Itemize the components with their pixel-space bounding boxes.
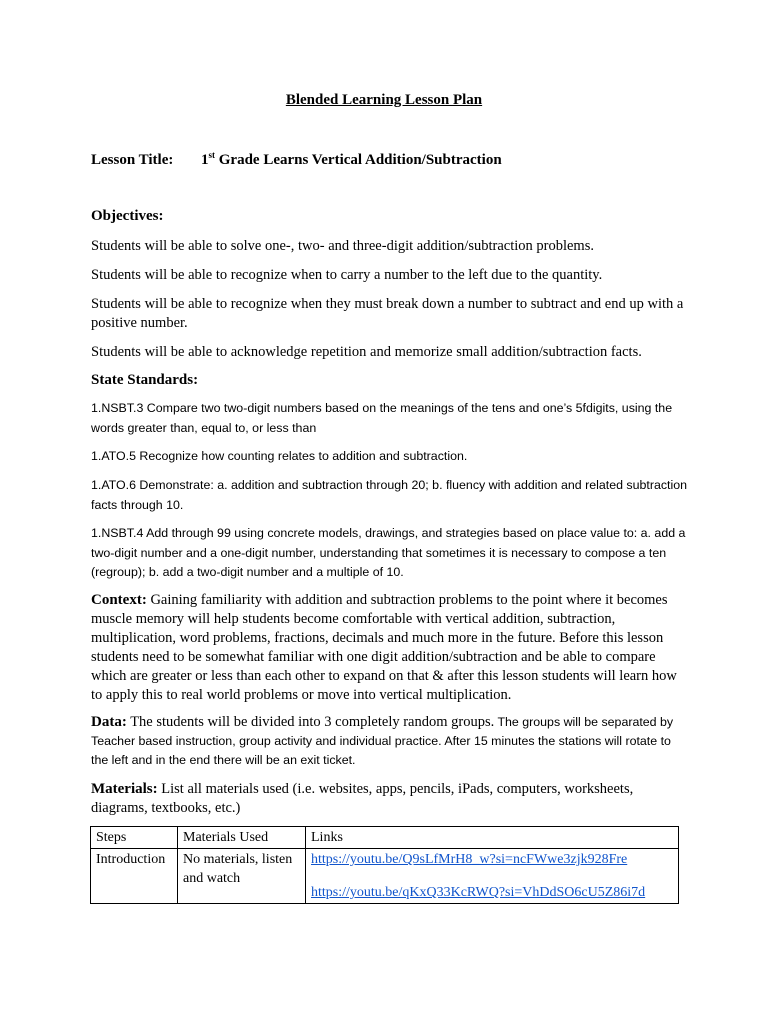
objective-item: Students will be able to solve one-, two- and three-digit addition/subtraction problems. bbox=[91, 238, 594, 254]
table-header-links: Links bbox=[306, 827, 679, 849]
materials-text: List all materials used (i.e. websites, apps, pencils, iPads, computers, worksheets, diagrams, textbooks, etc.) bbox=[91, 781, 634, 816]
video-link[interactable]: https://youtu.be/Q9sLfMrH8_w?si=ncFWwe3zjk928Fre bbox=[311, 852, 628, 867]
table-header-row bbox=[91, 827, 679, 849]
context-paragraph bbox=[91, 591, 691, 705]
lesson-grade-suffix: st bbox=[208, 150, 215, 160]
context-label: Context: bbox=[91, 592, 147, 608]
lesson-title-text: Grade Learns Vertical Addition/Subtraction bbox=[215, 152, 502, 168]
table-header-materials: Materials Used bbox=[178, 827, 306, 849]
objective-item: Students will be able to acknowledge repetition and memorize small addition/subtraction facts. bbox=[91, 344, 642, 360]
lesson-grade-number: 1 bbox=[201, 152, 209, 168]
table-cell-links bbox=[306, 849, 679, 904]
data-label: Data: bbox=[91, 714, 127, 730]
context-text: Gaining familiarity with addition and subtraction problems to the point where it becomes muscle memory will help students become comfortable with vertical addition, subtraction, multiplication, word problems, fractions, decimals and much more in the future. Before this lesson students need to be somewhat familiar with one digit addition/subtraction and be able to compare which are greater or less than each other to expand on that & after this lesson students will learn how to apply this to real world problems or move into vertical multiplication. bbox=[91, 592, 677, 703]
lesson-title-label: Lesson Title: bbox=[91, 152, 174, 168]
objective-item: Students will be able to recognize when to carry a number to the left due to the quantity. bbox=[91, 267, 603, 283]
standard-item: 1.NSBT.3 Compare two two-digit numbers based on the meanings of the tens and one’s 5fdigits, using the words greater than, equal to, or less than bbox=[91, 401, 673, 435]
state-standards-heading: State Standards: bbox=[91, 372, 199, 388]
objective-item: Students will be able to recognize when they must break down a number to subtract and end up with a positive number. bbox=[91, 296, 684, 331]
table-header-steps: Steps bbox=[91, 827, 178, 849]
data-text-sans: The groups will be separated by Teacher based instruction, group activity and individual practice. After 15 minutes the stations will rotate to the left and in the end there will be an exit ticket. bbox=[91, 715, 674, 767]
data-text-serif: The students will be divided into 3 completely random groups. bbox=[126, 714, 495, 730]
materials-table bbox=[90, 826, 679, 904]
materials-label: Materials: bbox=[91, 781, 158, 797]
lesson-title-row bbox=[91, 150, 502, 169]
table-cell-step: Introduction bbox=[91, 849, 178, 904]
video-link[interactable]: https://youtu.be/qKxQ33KcRWQ?si=VhDdSO6cU5Z86i7d bbox=[311, 885, 646, 900]
standard-item: 1.ATO.5 Recognize how counting relates to addition and subtraction. bbox=[91, 449, 468, 463]
link-spacer bbox=[311, 869, 673, 883]
table-cell-materials: No materials, listen and watch bbox=[178, 849, 306, 904]
standard-item: 1.ATO.6 Demonstrate: a. addition and subtraction through 20; b. fluency with addition and related subtraction facts through 10. bbox=[91, 478, 688, 512]
materials-paragraph bbox=[91, 780, 691, 818]
document-title: Blended Learning Lesson Plan bbox=[285, 92, 483, 108]
table-row bbox=[91, 849, 679, 904]
data-paragraph bbox=[91, 713, 691, 770]
objectives-heading: Objectives: bbox=[91, 208, 164, 224]
standard-item: 1.NSBT.4 Add through 99 using concrete models, drawings, and strategies based on place value to: a. add a two-digit number and a one-digit number, understanding that sometimes it is necessary to compose a ten (regroup); b. add a two-digit number and a multiple of 10. bbox=[91, 526, 686, 579]
